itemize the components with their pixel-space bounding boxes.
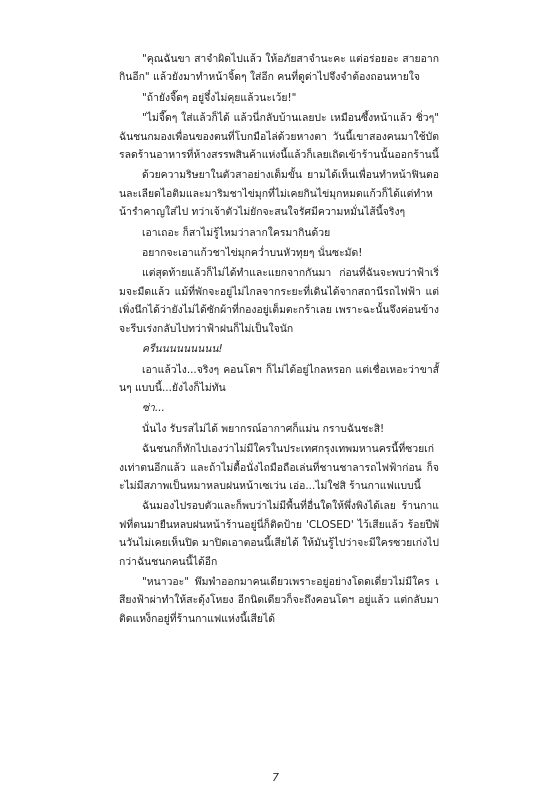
paragraph: ด้วยความริษยาในตัวสาอย่างเต็มขั้น ยามได้เห็นเพื่อนทำหน้าฟินตอนละเลียดไอติมและมาริมชาไข่มุกที่ไม่เคยกินไข่มุกหมดแก้วก็ได้แต่ทำหน้ารำคาญใส่ไป ทว่าเจ้าตัวไม่ยักจะสนใจรัศมีความหมั่นไส้นี้จริงๆ xyxy=(119,169,439,219)
paragraph: "ถ้ายังจี๊ดๆ อยู่จึ๋งไม่คุยแล้วนะเว้ย!" xyxy=(142,91,297,104)
paragraph: "หนาวอะ" พึมพำออกมาคนเดียวเพราะอยู่อย่างโดดเดี่ยวไม่มีใคร เสียงฟ้าผ่าทำให้สะดุ้งโหยง อีกนิดเดียวก็จะถึงคอนโดฯ อยู่แล้ว แต่กลับมาติดแหง็กอยู่ที่ร้านกาแฟแห่งนี้เสียได้ xyxy=(119,575,439,625)
paragraph: นั่นไง รับรสไม่ได้ พยากรณ์อากาศก็แม่น กราบฉันชะสิ! xyxy=(142,422,385,435)
paragraph: แต่สุดท้ายแล้วก็ไม่ได้ทำและแยกจากกันมา ก่อนที่ฉันจะพบว่าฟ้าเริ่มจะมืดแล้ว แม้ที่พักจะอยู่ไม่ไกลจากระยะที่เดินได้จากสถานีรถไฟฟ้า แต่เพิ่งนึกได้ว่ายังไม่ได้ซักผ้าที่กองอยู่เต็มตะกร้าเลย เพราะฉะนั้นจึงค่อนข้างจะรีบเร่งกลับไปทว่าฟ้าฝนก็ไม่เป็นใจนัก xyxy=(119,267,439,335)
paragraph: "คุณฉันขา สาจำผิดไปแล้ว ให้อภัยสาจำนะคะ แต่อร่อยอะ สายอากกินอีก" แล้วยังมาทำหน้าจิ้ดๆ ใส่อีก คนที่ดูด่าไปจึงจำต้องถอนหายใจ xyxy=(119,53,439,84)
paragraph: เอาแล้วไง...จริงๆ คอนโดฯ ก็ไม่ได้อยู่ไกลหรอก แต่เชื่อเหอะว่าขาสั้นๆ แบบนี้...ยังไงก็ไม่ทัน xyxy=(119,363,439,394)
paragraph: ฉันชนกก็ทักไปเองว่าไม่มีใครในประเทศกรุงเทพมหานครนี้ที่ซวยเก่งเท่าตนอีกแล้ว และถ้าไม่ตื้อนั่งไถมือถือเล่นที่ชานชาลารถไฟฟ้าก่อน ก็จะไม่มีสภาพเป็นหมาหลบฝนหน้าเซเว่น เอ่อ...ไม่ใช่สิ ร้านกาแฟแบบนี้ xyxy=(119,443,439,492)
paragraph: เอาเถอะ ก็สาไม่รู้ไหมว่าลากใครมากินด้วย xyxy=(142,226,331,239)
sound-effect-rain: ซ่า... xyxy=(142,402,165,415)
paragraph: ฉันมองไปรอบตัวและก็พบว่าไม่มีพื้นที่อื่นใดให้พึ่งพิงได้เลย ร้านกาแฟที่ตนมายืนหลบฝนหน้าร้านอยู่นี่ก็ติดป้าย 'CLOSED' ไว้เสียแล้ว ร้อยปีพันวันไม่เคยเห็นปิด มาปิดเอาตอนนี้เสียได้ ให้มันรู้ไปว่าจะมีใครซวยเก่งไปกว่าฉันชนกคนนี้ได้อีก xyxy=(119,500,439,568)
paragraph: "ไม่จี๊ดๆ ใส่แล้วก็ได้ แล้วนี่กลับบ้านเลยปะ เหมือนซึ้งหน้าแล้ว ชิ่วๆ" ฉันชนกมองเพื่อนของตนที่โบกมือไล่ด้วยหางตา วันนี้เขาสองคนมาใช้บัตรลดร้านอาหารที่ห้างสรรพสินค้าแห่งนี้แล้วก็เลยเถิดเข้าร้านนั้นออกร้านนี้ xyxy=(119,112,439,162)
page-number: 7 xyxy=(272,771,279,784)
body-text xyxy=(119,50,439,630)
paragraph: อยากจะเอาแก้วชาไข่มุกคว่ำบนหัวทุยๆ นั่นซะมัด! xyxy=(142,247,363,260)
sound-effect-thunder: ครืนนนนนนนนน! xyxy=(142,343,223,356)
